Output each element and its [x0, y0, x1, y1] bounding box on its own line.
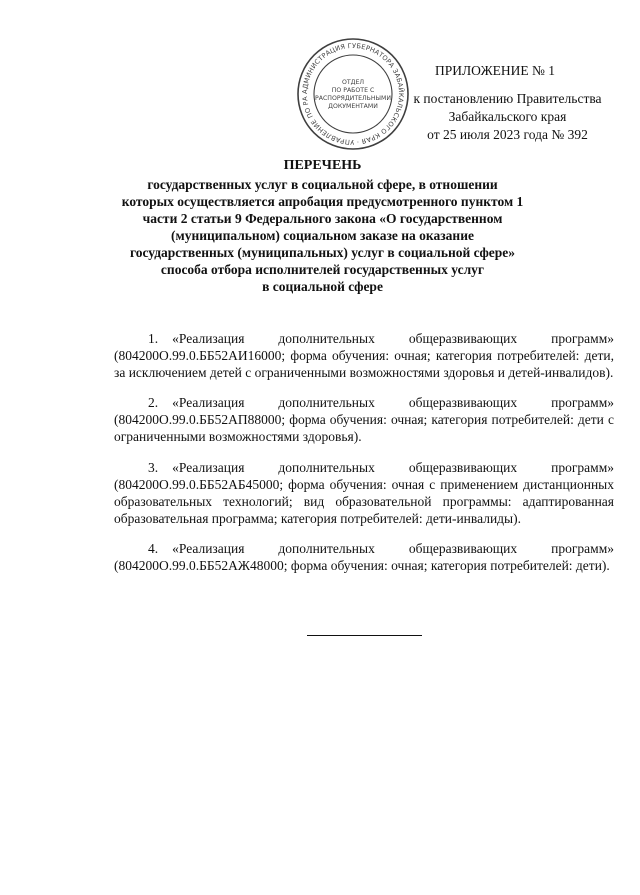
end-rule [307, 635, 422, 636]
title-line: способа отбора исполнителей государственных услуг [160, 262, 485, 277]
item-text: «Реализация дополнительных общеразвивающих программ» (804200О.99.0.ББ52АБ45000; форма обучения: очная с применением дистанционных образовательных технологий; вид образовательной программы: адаптированная образовательная программа; категория потребителей: дети-инвалиды). [114, 459, 614, 526]
services-list [114, 316, 614, 587]
list-item [114, 330, 614, 381]
item-number: 4. [148, 541, 159, 556]
item-text: «Реализация дополнительных общеразвивающих программ» (804200О.99.0.ББ52АП88000; форма обучения: очная; категория потребителей: дети с ограниченными возможностями здоровья). [114, 395, 614, 444]
appendix-line: к постановлению Правительства [413, 91, 602, 106]
appendix-line: Забайкальского края [448, 109, 567, 124]
title-heading: ПЕРЕЧЕНЬ [283, 158, 362, 173]
official-stamp [295, 36, 411, 152]
appendix-number: ПРИЛОЖЕНИЕ № 1 [435, 63, 556, 78]
stamp-ring-text: АДМИНИСТРАЦИЯ ГУБЕРНАТОРА ЗАБАЙКАЛЬСКОГО КРАЯ · УПРАВЛЕНИЕ ПО РА [300, 41, 406, 147]
stamp-center-line: ПО РАБОТЕ С [331, 87, 375, 94]
list-item [114, 394, 614, 445]
title-line: части 2 статьи 9 Федерального закона «О государственном [142, 211, 503, 226]
stamp-center-line: РАСПОРЯДИТЕЛЬНЫМИ [315, 95, 391, 102]
list-item [114, 540, 614, 574]
item-number: 3. [148, 459, 159, 475]
item-text: «Реализация дополнительных общеразвивающих программ» (804200О.99.0.ББ52АЖ48000; форма обучения: очная; категория потребителей: дети). [114, 541, 614, 573]
list-item [114, 459, 614, 527]
appendix-line: от 25 июля 2023 года № 392 [427, 127, 588, 142]
appendix-header [395, 62, 620, 144]
stamp-center-line: ОТДЕЛ [341, 79, 365, 86]
document-title [100, 157, 545, 295]
item-text: «Реализация дополнительных общеразвивающих программ» (804200О.99.0.ББ52АИ16000; форма обучения: очная; категория потребителей: дети, за исключением детей с ограниченными возможностями здоровья и детей-инвалидов). [114, 330, 614, 380]
title-line: которых осуществляется апробация предусмотренного пунктом 1 [121, 194, 524, 209]
stamp-icon [295, 36, 411, 152]
item-number: 1. [148, 330, 159, 346]
item-number: 2. [148, 395, 159, 410]
title-line: государственных услуг в социальной сфере, в отношении [147, 177, 498, 192]
stamp-center-line: ДОКУМЕНТАМИ [328, 103, 378, 110]
title-line: в социальной сфере [262, 279, 383, 294]
title-line: государственных (муниципальных) услуг в социальной сфере» [129, 245, 516, 260]
title-line: (муниципальном) социальном заказе на оказание [171, 228, 474, 243]
